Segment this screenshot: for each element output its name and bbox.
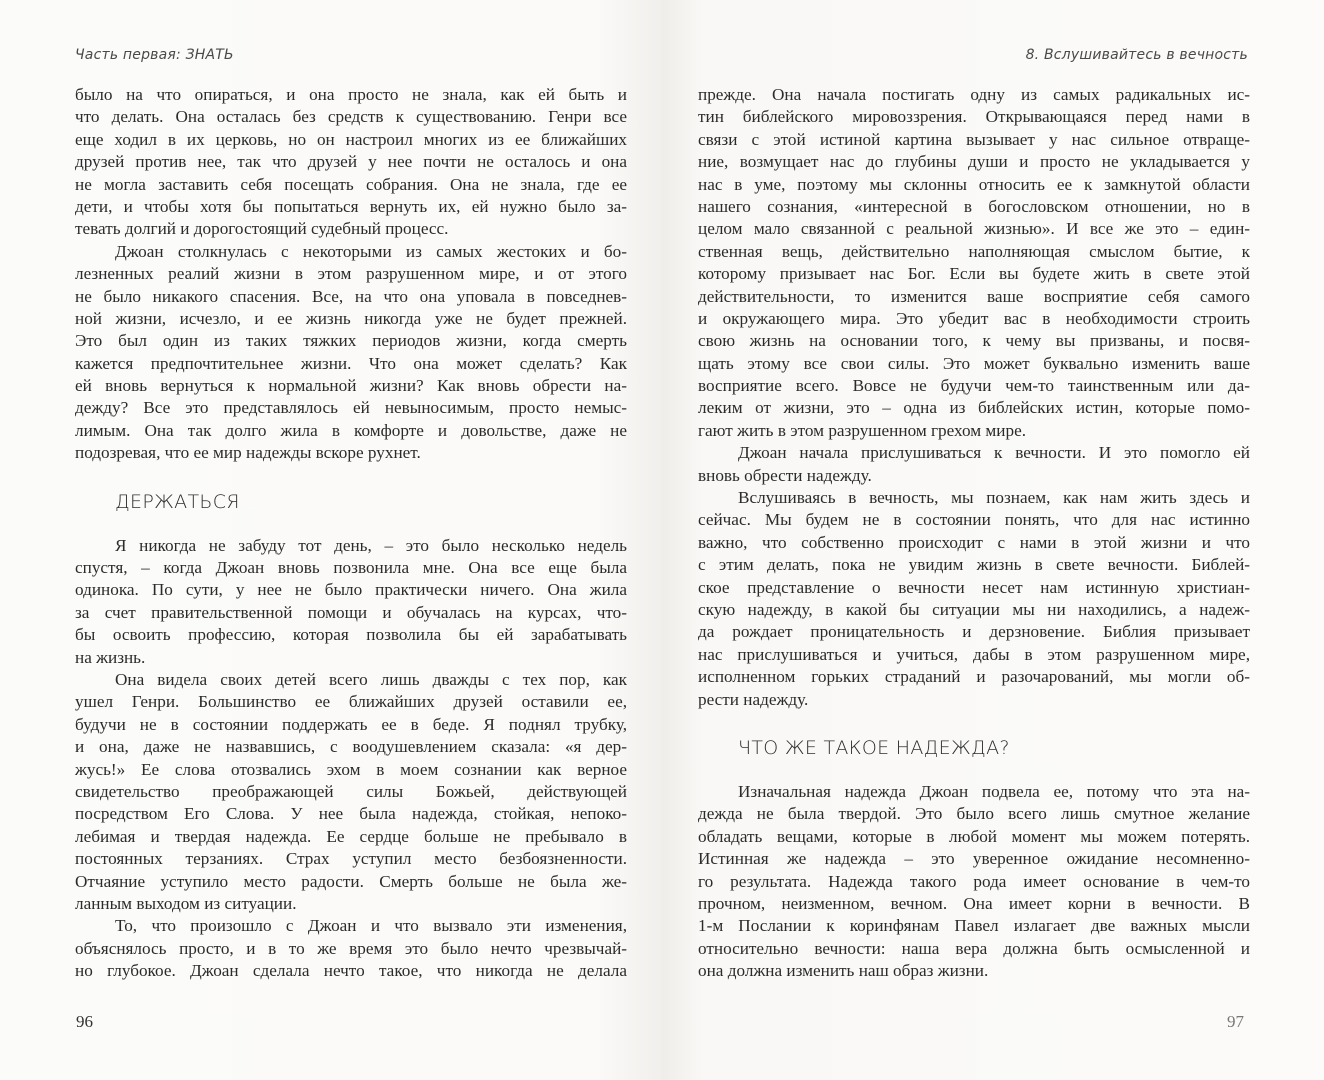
paragraph [75,241,627,465]
text-line: нас в уме, поэтому мы склонны относить ее к замкнутой области [698,174,1250,194]
text-line: и окружающего мира. Это убедит вас в необходимости строить [698,308,1250,328]
text-line: еще ходил в их церковь, но он настроил многих из ее ближайших [75,129,627,149]
text-line: жусь!» Ее слова отозвались эхом в моем сознании как верное [75,759,627,779]
text-line: за счет правительственной помощи и обучалась на курсах, что- [75,602,627,622]
paragraph [75,915,627,982]
text-line: свидетельство преображающей силы Божьей, действующей [75,781,627,801]
text-line: ственная вещь, действительно наполняющая смыслом бытие, к [698,241,1250,261]
paragraph [698,442,1250,487]
text-line: ское представление о вечности несет нам истинную христиан- [698,577,1250,597]
text-line: друзей против нее, так что друзей у нее почти не осталось и она [75,152,627,172]
section-heading: ЧТО ЖЕ ТАКОЕ НАДЕЖДА? [738,736,1010,759]
paragraph [75,84,627,241]
text-line: То, что произошло с Джоан и что вызвало эти изменения, [115,916,627,936]
text-line: целом мало связанной с реальной жизнью». И все же это – един- [698,219,1250,239]
text-line: было на что опираться, и она просто не знала, как ей быть и [75,85,627,104]
text-line: Отчаяние уступило место радости. Смерть больше не была же- [75,871,627,891]
text-line: гают жить в этом разрушенном грехом мире. [698,420,1027,440]
running-head-left: Часть первая: ЗНАТЬ [75,47,234,63]
text-line: да рождает проницательность и дерзновение. Библия призывает [698,622,1250,642]
text-line: посредством Его Слова. У нее была надежда, стойкая, непоко- [75,804,627,824]
text-line: относительно вечности: наша вера должна быть осмысленной и [698,938,1250,958]
paragraph [698,487,1250,711]
text-line: дежда не была твердой. Это было всего лишь смутное желание [698,804,1250,824]
text-line: восприятие всего. Вовсе не будучи чем-то таинственным или да- [698,376,1250,396]
text-line: постоянных терзаниях. Страх уступил место безбоязненности. [75,849,627,869]
text-line: кажется предпочтительнее жизни. Что она может сделать? Как [75,353,627,373]
text-line: что делать. Она осталась без средств к существованию. Генри все [75,107,627,127]
paragraph [75,535,627,669]
text-line: лебимая и твердая надежда. Ее сердце больше не пребывало в [75,826,627,846]
text-line: нас прислушиваться и учиться, дабы в этом разрушенном мире, [698,644,1250,664]
page-number-right: 97 [1227,1012,1244,1031]
text-line: сейчас. Мы будем не в состоянии понять, что для нас истинно [698,510,1250,530]
right-page [662,0,1324,1080]
text-line: Она видела своих детей всего лишь дважды с тех пор, как [115,669,627,689]
text-line: ной жизни, исчезло, и ее жизнь никогда уже не будет прежней. [75,308,627,328]
text-line: не могла заставить себя посещать собрания. Она не знала, где ее [75,174,627,194]
text-line: Изначальная надежда Джоан подвела ее, потому что эта на- [738,781,1250,801]
text-line: связи с этой истиной картина вызывает у нас сильное отвраще- [698,129,1250,149]
text-line: Истинная же надежда – это уверенное ожидание несомненно- [698,849,1250,869]
text-line: с этим делать, пока не увидим жизнь в свете вечности. Библей- [698,555,1250,575]
text-line: исполненном горьких страданий и разочарований, мы могли об- [698,667,1250,687]
text-line: обладать вещами, которые в любой момент мы можем потерять. [698,826,1250,846]
text-line: вновь обрести надежду. [698,465,872,485]
text-line: 1-м Послании к коринфянам Павел излагает две важных мысли [698,916,1250,936]
text-line: Это был один из таких тяжких периодов жизни, когда смерть [75,331,627,351]
text-line: действительности, то изменится ваше восприятие себя самого [698,286,1250,306]
text-line: прочном, неизменном, вечном. Она имеет корни в вечности. В [698,893,1250,913]
text-line: Я никогда не забуду тот день, – это было несколько недель [115,535,627,555]
text-line: Вслушиваясь в вечность, мы познаем, как нам жить здесь и [738,488,1250,508]
right-page-body [698,84,1250,982]
text-line: леким от жизни, это – одна из библейских истин, которые помо- [698,398,1250,418]
text-line: бы освоить профессию, которая позволила бы ей зарабатывать [75,625,627,645]
text-line: скую надежду, в какой бы ситуации мы ни находились, а надеж- [698,599,1250,619]
text-line: не было никакого спасения. Все, на что она уповала в повседнев- [75,286,627,306]
page-number-left: 96 [76,1012,93,1031]
text-line: щать этому все свои силы. Это может буквально изменить ваше [698,353,1250,373]
paragraph [698,84,1250,442]
text-line: объяснялось просто, и в то же время это было нечто чрезвычай- [75,938,627,958]
text-line: дежду? Все это представлялось ей невыносимым, просто немыс- [75,398,627,418]
text-line: она должна изменить наш образ жизни. [698,961,989,981]
text-line: важно, что собственно происходит с нами в этой жизни и что [698,532,1250,552]
text-line: ей вновь вернуться к нормальной жизни? Как вновь обрести на- [75,376,627,396]
text-line: нашего сознания, «интересной в богословском отношении, но в [698,196,1250,216]
text-line: рести надежду. [698,689,809,709]
text-line: тевать долгий и дорогостоящий судебный процесс. [75,219,449,239]
text-line: лимым. Она так долго жила в комфорте и довольстве, даже не [75,420,627,440]
text-line: подозревая, что ее мир надежды вскоре рухнет. [75,443,421,463]
text-line: Джоан начала прислушиваться к вечности. И это помогло ей [738,443,1250,463]
text-line: прежде. Она начала постигать одну из самых радикальных ис- [698,85,1250,104]
text-line: спустя, – когда Джоан вновь позвонила мне. Она все еще была [75,558,627,578]
text-line: и она, даже не назвавшись, с воодушевлением сказала: «я дер- [75,737,627,757]
text-line: го результата. Надежда такого рода имеет основание в чем-то [698,871,1250,891]
section-heading: ДЕРЖАТЬСЯ [115,490,240,513]
text-line: на жизнь. [75,647,146,667]
text-line: свою жизнь на основании того, к чему вы призваны, и посвя- [698,331,1250,351]
paragraph [698,781,1250,983]
text-line: ние, возмущает нас до глубины души и просто не укладывается у [698,152,1250,172]
text-line: но глубокое. Джоан сделала нечто такое, что никогда не делала [75,961,627,981]
text-line: которому призывает нас Бог. Если вы будете жить в свете этой [698,264,1250,284]
left-page-body [75,84,627,982]
text-line: ланным выходом из ситуации. [75,893,297,913]
text-line: ушел Генри. Большинство ее ближайших друзей оставили ее, [75,692,627,712]
text-line: лезненных реалий жизни в этом разрушенном мире, и от этого [75,264,627,284]
text-line: будучи не в состоянии поддержать ее в беде. Я поднял трубку, [75,714,627,734]
running-head-right: 8. Вслушивайтесь в вечность [1025,47,1248,63]
text-line: тин библейского мировоззрения. Открывающаяся перед нами в [698,107,1250,127]
paragraph [75,669,627,915]
text-line: одинока. По сути, у нее не было практически ничего. Она жила [75,580,627,600]
text-line: Джоан столкнулась с некоторыми из самых жестоких и бо- [115,241,627,261]
text-line: дети, и чтобы хотя бы попытаться вернуть их, ей нужно было за- [75,196,627,216]
